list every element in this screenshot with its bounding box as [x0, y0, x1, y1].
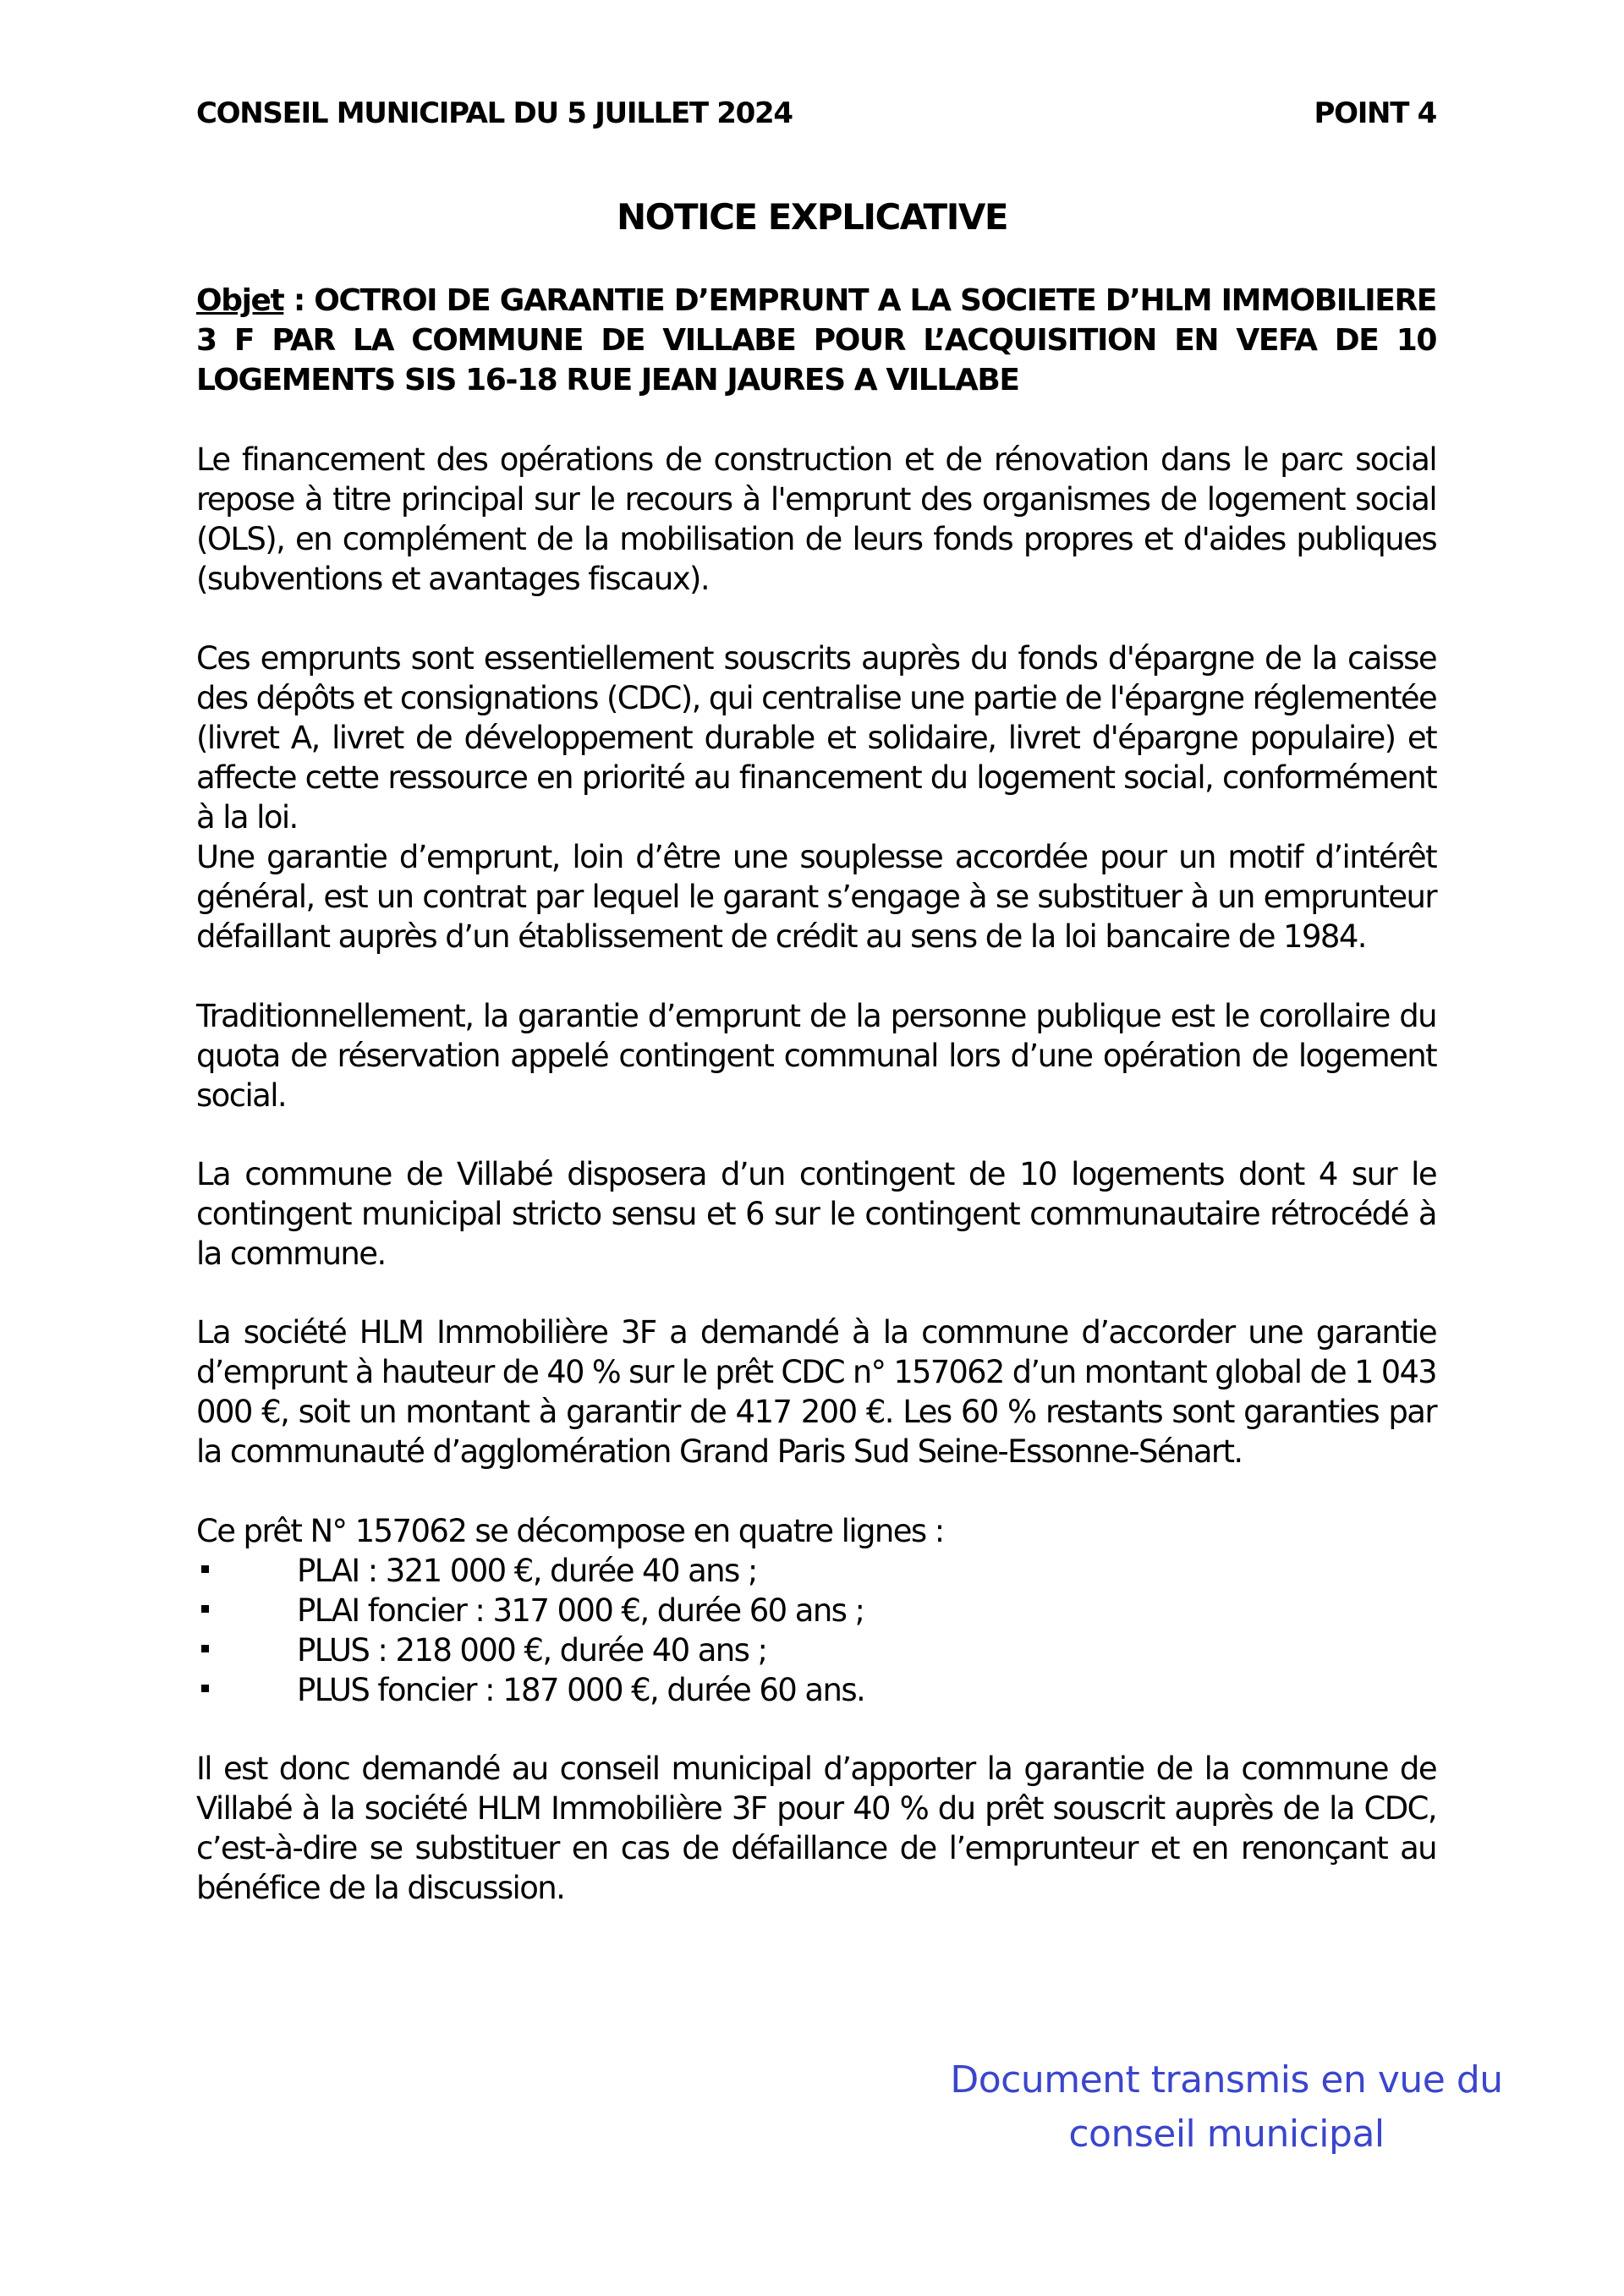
paragraph-cdc-loans [196, 638, 1436, 837]
paragraph-line: Ce prêt N° 157062 se décompose en quatre lignes : [196, 1513, 944, 1549]
paragraph-line: quota de réservation appelé contingent communal lors d’une opération de logement [196, 1038, 1436, 1074]
paragraph-line: la commune. [196, 1236, 386, 1272]
paragraph-line: c’est-à-dire se substituer en cas de défaillance de l’emprunteur et en renonçant au [196, 1830, 1436, 1866]
document-title: NOTICE EXPLICATIVE [616, 196, 1008, 238]
paragraph-line: défaillant auprès d’un établissement de crédit au sens de la loi bancaire de 1984. [196, 918, 1366, 955]
paragraph-line: La société HLM Immobilière 3F a demandé à la commune d’accorder une garantie [196, 1314, 1436, 1351]
paragraph-line: Villabé à la société HLM Immobilière 3F pour 40 % du prêt souscrit auprès de la CDC, [196, 1790, 1436, 1827]
paragraph-line: la communauté d’agglomération Grand Paris Sud Seine-Essonne-Sénart. [196, 1433, 1243, 1470]
paragraph-contingent [196, 1154, 1436, 1274]
paragraph-request [196, 1312, 1436, 1471]
paragraph-line: (livret A, livret de développement durable et solidaire, livret d'épargne populaire) et [196, 720, 1436, 756]
list-item [196, 1551, 1436, 1591]
loan-line-text: PLUS foncier : 187 000 €, durée 60 ans. [297, 1672, 865, 1708]
loan-line-text: PLAI foncier : 317 000 €, durée 60 ans ; [297, 1592, 864, 1629]
meeting-title: CONSEIL MUNICIPAL DU 5 JUILLET 2024 [196, 96, 793, 130]
loan-line-text: PLAI : 321 000 €, durée 40 ans ; [297, 1553, 757, 1589]
paragraph-line: d’emprunt à hauteur de 40 % sur le prêt CDC n° 157062 d’un montant global de 1 043 [196, 1354, 1436, 1390]
stamp-line: Document transmis en vue du [950, 2058, 1503, 2101]
subject-text: OCTROI DE GARANTIE D’EMPRUNT A LA SOCIETE D’HLM IMMOBILIERE 3 F PAR LA COMMUNE DE VILLABE POUR L’ACQUISITION EN VEFA DE 10 LOGEMENTS SIS 16-18 RUE JEAN JAURES A VILLABE [196, 283, 1436, 397]
stamp-line: conseil municipal [1068, 2112, 1385, 2156]
paragraph-line: Une garantie d’emprunt, loin d’être une souplesse accordée pour un motif d’intérêt [196, 839, 1436, 875]
loan-line-text: PLUS : 218 000 €, durée 40 ans ; [297, 1632, 767, 1669]
bullet-icon [201, 1565, 209, 1573]
paragraph-line: Traditionnellement, la garantie d’emprunt de la personne publique est le corollaire du [196, 998, 1436, 1034]
paragraph-guarantee-definition [196, 837, 1436, 956]
paragraph-line: Il est donc demandé au conseil municipal d’apporter la garantie de la commune de [196, 1751, 1436, 1787]
paragraph-line: des dépôts et consignations (CDC), qui centralise une partie de l'épargne réglementée [196, 680, 1437, 716]
page-header [196, 96, 1436, 130]
paragraph-line: contingent municipal stricto sensu et 6 sur le contingent communautaire rétrocédé à [196, 1196, 1436, 1232]
paragraph-line: Ces emprunts sont essentiellement souscrits auprès du fonds d'épargne de la caisse [196, 640, 1436, 677]
loan-lines-list [196, 1551, 1436, 1710]
list-item [196, 1630, 1436, 1670]
list-item [196, 1670, 1436, 1710]
paragraph-line: (OLS), en complément de la mobilisation de leurs fonds propres et d'aides publiques [196, 521, 1436, 557]
bullet-icon [201, 1605, 209, 1613]
subject-label: Objet [196, 283, 284, 318]
paragraph-line: La commune de Villabé disposera d’un contingent de 10 logements dont 4 sur le [196, 1156, 1436, 1192]
paragraph-financing [196, 440, 1436, 599]
paragraph-line: affecte cette ressource en priorité au financement du logement social, conformément [196, 759, 1436, 796]
paragraph-loan-intro [196, 1511, 1436, 1551]
bullet-icon [201, 1645, 209, 1652]
paragraph-conclusion [196, 1749, 1436, 1908]
transmission-stamp [897, 2053, 1556, 2162]
agenda-point: POINT 4 [1314, 96, 1436, 130]
list-item [196, 1591, 1436, 1630]
paragraph-line: repose à titre principal sur le recours à l'emprunt des organismes de logement social [196, 481, 1436, 518]
paragraph-line: Le financement des opérations de construction et de rénovation dans le parc social [196, 441, 1436, 478]
paragraph-line: bénéfice de la discussion. [196, 1870, 565, 1906]
subject-block [196, 281, 1436, 400]
paragraph-tradition [196, 996, 1436, 1115]
paragraph-line: (subventions et avantages fiscaux). [196, 561, 710, 597]
paragraph-line: social. [196, 1077, 287, 1114]
bullet-icon [201, 1685, 209, 1692]
paragraph-line: 000 €, soit un montant à garantir de 417 200 €. Les 60 % restants sont garanties par [196, 1394, 1436, 1430]
paragraph-line: à la loi. [196, 799, 298, 836]
paragraph-line: général, est un contrat par lequel le garant s’engage à se substituer à un emprunteur [196, 879, 1436, 915]
subject-separator: : [283, 283, 315, 318]
